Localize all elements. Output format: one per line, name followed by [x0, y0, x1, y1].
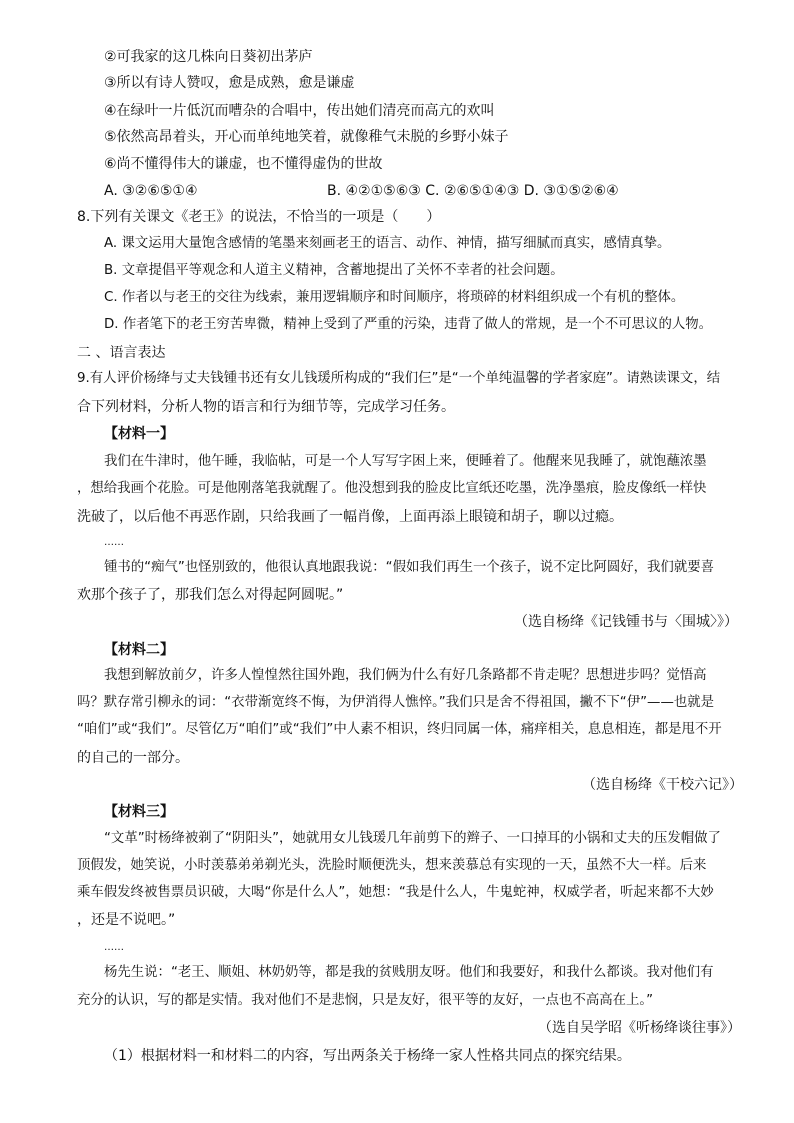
material-2-source: （选自杨绛《干校六记》） [582, 777, 743, 793]
q8-option-a: A. 课文运用大量饱含感情的笔墨来刻画老王的语言、动作、神情，描写细腻而真实，感情真挚。 [104, 236, 671, 251]
q9-stem-line-1: 9.有人评价杨绛与丈夫钱锺书还有女儿钱瑗所构成的“我们仨”是“一个单纯温馨的学者家庭”。请熟读课文，结 [77, 371, 721, 386]
material-2-line: 我想到解放前夕，许多人惶惶然往国外跑，我们俩为什么有好几条路都不肯走呢？思想进步吗？觉悟高 [104, 668, 707, 683]
q8-option-b: B. 文章提倡平等观念和人道主义精神，含蓄地提出了关怀不幸者的社会问题。 [104, 263, 564, 278]
material-3-title: 【材料三】 [104, 804, 174, 820]
material-1-line: ，想给我画个花脸。可是他刚落笔我就醒了。他没想到我的脸皮比宣纸还吃墨，洗净墨痕，脸皮像纸一样快 [77, 481, 707, 496]
material-3-line: 充分的认识，写的都是实情。我对他们不是悲悯，只是友好，很平等的友好，一点也不高高在上。” [77, 993, 654, 1008]
q8-option-d: D. 作者笔下的老王穷苦卑微，精神上受到了严重的污染，违背了做人的常规，是一个不可思议的人物。 [104, 317, 713, 332]
q7-item-3: ③所以有诗人赞叹，愈是成熟，愈是谦虚 [104, 75, 355, 91]
q7-item-2: ②可我家的这几株向日葵初出茅庐 [104, 49, 313, 65]
q7-option-a: A. ③②⑥⑤①④ [104, 183, 198, 199]
material-3-ellipsis: …… [104, 942, 124, 953]
material-3-line: 杨先生说：“老王、顺姐、林奶奶等，都是我的贫贱朋友呀。他们和我要好，和我什么都谈。我对他们有 [104, 965, 714, 980]
material-1-line: 我们在牛津时，他午睡，我临帖，可是一个人写写字困上来，便睡着了。他醒来见我睡了，就饱蘸浓墨 [104, 454, 707, 469]
material-2-line: 的自己的一部分。 [77, 750, 189, 766]
q8-option-c: C. 作者以与老王的交往为线索，兼用逻辑顺序和时间顺序，将琐碎的材料组织成一个有机的整体。 [104, 290, 685, 305]
material-1-line: 洗破了，以后他不再恶作剧，只给我画了一幅肖像，上面再添上眼镜和胡子，聊以过瘾。 [77, 509, 623, 525]
material-1-line: 锺书的“痴气”也怪别致的，他很认真地跟我说：“假如我们再生一个孩子，说不定比阿圆好，我们就要喜 [104, 560, 714, 575]
material-1-title: 【材料一】 [104, 426, 174, 442]
q7-item-6: ⑥尚不懂得伟大的谦虚，也不懂得虚伪的世故 [104, 156, 383, 172]
material-2-line: 吗？默存常引柳永的词：“衣带渐宽终不悔，为伊消得人憔悴。”我们只是舍不得祖国，撇不下“伊”——也就是 [77, 695, 715, 710]
material-1-line: 欢那个孩子了，那我们怎么对得起阿圆呢。” [77, 587, 344, 603]
q7-item-4: ④在绿叶一片低沉而嘈杂的合唱中，传出她们清亮而高亢的欢叫 [104, 103, 495, 119]
material-2-line: “咱们”或“我们”。尽管亿万“咱们”或“我们”中人素不相识，终归同属一体，痛痒相关，息息相连，都是甩不开 [77, 722, 722, 737]
material-2-title: 【材料二】 [104, 642, 174, 658]
material-3-source: （选自吴学昭《听杨绛谈往事》） [538, 1020, 741, 1036]
q9-stem-line-2: 合下列材料，分析人物的语言和行为细节等，完成学习任务。 [77, 399, 455, 415]
section-heading: 二 、语言表达 [77, 345, 166, 361]
q7-options-bcd: B. ④②①⑤⑥③ C. ②⑥⑤①④③ D. ③①⑤②⑥④ [327, 183, 619, 199]
q8-stem: 8.下列有关课文《老王》的说法，不恰当的一项是（ ） [77, 209, 441, 225]
material-1-ellipsis: …… [104, 537, 124, 548]
material-1-source: （选自杨绛《记钱锺书与〈围城〉》） [514, 614, 738, 630]
material-3-line: 乘车假发终被售票员识破，大喝“你是什么人”，她想：“我是什么人，牛鬼蛇神，权威学者，听起来都不大妙 [77, 885, 714, 900]
material-3-line: “文革”时杨绛被剃了“阴阳头”，她就用女儿钱瑗几年前剪下的辫子、一口掉耳的小锅和丈夫的压发帽做了 [104, 831, 721, 846]
material-3-line: 顶假发，她笑说，小时羡慕弟弟剃光头，洗脸时顺便洗头，想来羡慕总有实现的一天，虽然不大一样。后来 [77, 858, 707, 873]
material-3-line: ，还是不说吧。” [77, 912, 176, 928]
q9-subquestion-1: （1）根据材料一和材料二的内容，写出两条关于杨绛一家人性格共同点的探究结果。 [104, 1048, 631, 1064]
q7-item-5: ⑤依然高昂着头，开心而单纯地笑着，就像稚气未脱的乡野小妹子 [104, 129, 509, 145]
